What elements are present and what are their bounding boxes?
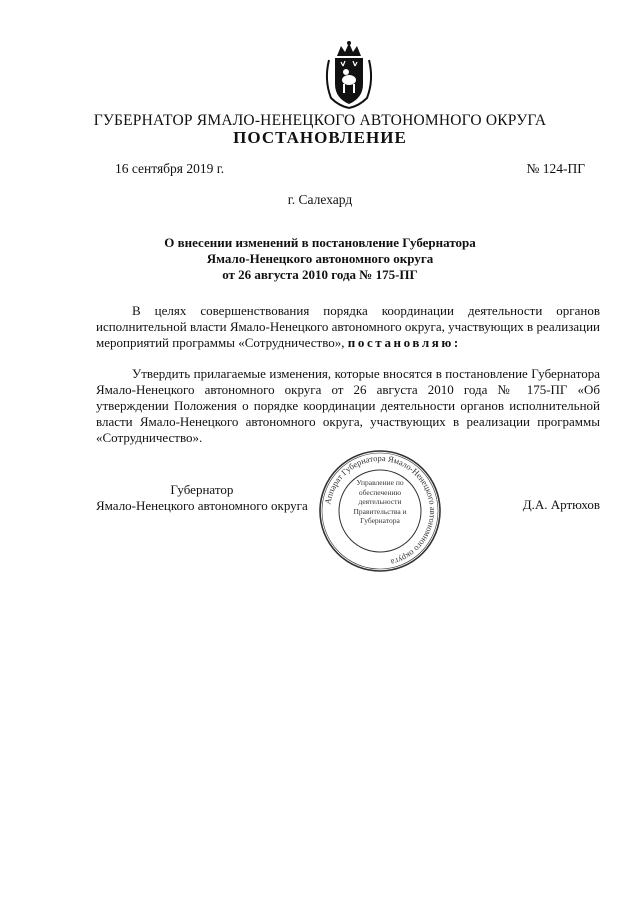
title-line: Ямало-Ненецкого автономного округа [206, 251, 434, 266]
document-type: ПОСТАНОВЛЕНИЕ [233, 128, 407, 147]
preamble-text: В целях совершенствования порядка координации деятельности органов исполнительной власти Ямало-Ненецкого автономного округа, участвующих в реализации мероприятий программы «Сотрудничество», [96, 303, 600, 350]
title-line: от 26 августа 2010 года № 175-ПГ [222, 267, 418, 282]
document-title [0, 235, 640, 283]
resolution-paragraph: Утвердить прилагаемые изменения, которые вносятся в постановление Губернатора Ямало-Ненецкого автономного округа от 26 августа 2010 года № 175-ПГ «Об утверждении Положения о порядке координации деятельности органов исполнительной власти Ямало-Ненецкого автономного округа, участвующих в реализации программы «Сотрудничество». [96, 366, 600, 445]
document-date: 16 сентября 2019 г. [115, 161, 225, 176]
organization-name: ГУБЕРНАТОР ЯМАЛО-НЕНЕЦКОГО АВТОНОМНОГО ОКРУГА [93, 112, 547, 129]
stamp-center-text: Управление по обеспечению деятельности Правительства и Губернатора [353, 478, 407, 525]
signatory-name: Д.А. Артюхов [522, 497, 600, 512]
coat-of-arms-icon [321, 40, 377, 112]
seal-stamp-icon [317, 448, 443, 574]
position-line: Губернатор [170, 482, 234, 497]
title-line: О внесении изменений в постановление Губернатора [164, 235, 476, 250]
position-line: Ямало-Ненецкого автономного округа [96, 498, 308, 513]
stamp-ring-text: Аппарат Губернатора Ямало-Ненецкого автономного округа [322, 452, 439, 568]
preamble-paragraph [96, 303, 600, 351]
document-number: № 124-ПГ [526, 161, 585, 176]
document-city: г. Салехард [287, 192, 353, 207]
signatory-position [96, 482, 308, 514]
decree-word: постановляю: [347, 335, 461, 350]
